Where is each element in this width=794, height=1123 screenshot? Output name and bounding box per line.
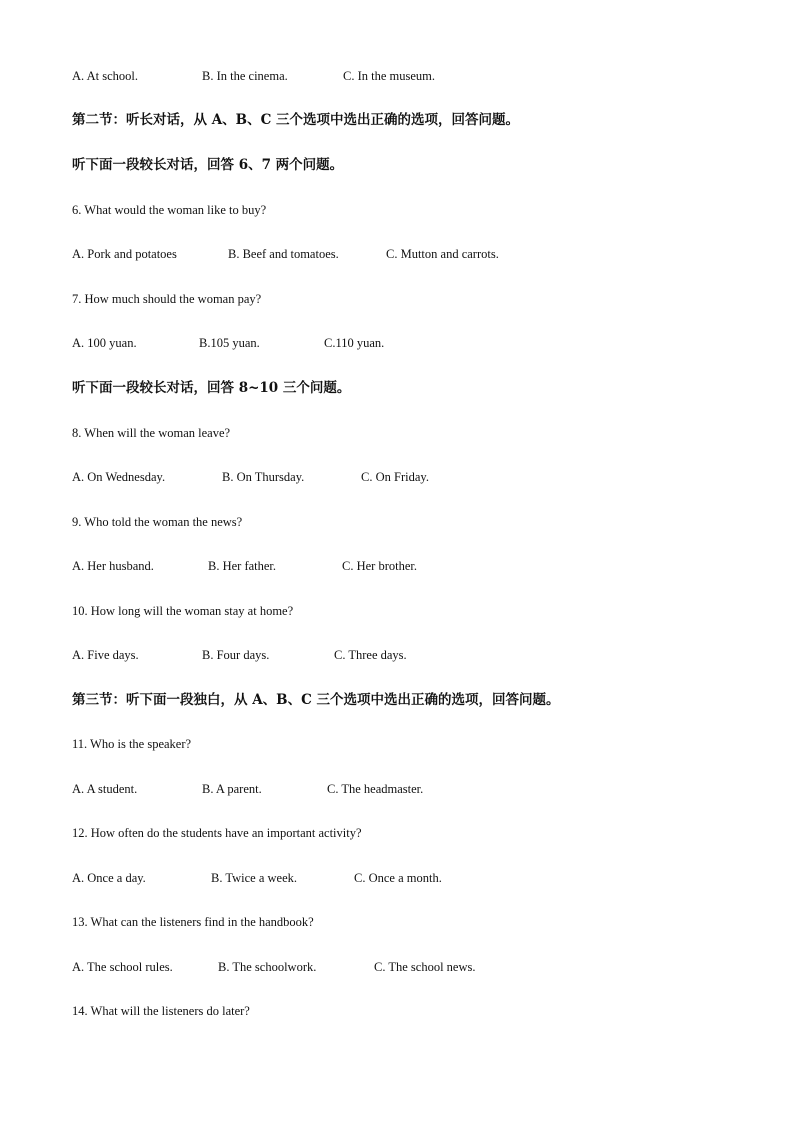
question-7: 7. How much should the woman pay? (72, 292, 262, 306)
option-c: C. Once a month. (354, 871, 442, 885)
option-c: C. In the museum. (343, 69, 436, 83)
option-b: B. On Thursday. (222, 470, 305, 484)
section2-heading: 第二节：听长对话，从 A、B、C 三个选项中选出正确的选项，回答问题。 (72, 112, 520, 128)
option-c: C. The school news. (374, 960, 476, 974)
option-a: A. Pork and potatoes (72, 247, 177, 261)
option-a: A. A student. (72, 782, 138, 796)
option-b: B.105 yuan. (199, 336, 260, 350)
dialog1-instruction: 听下面一段较长对话，回答 6、7 两个问题。 (72, 157, 344, 173)
option-b: B. A parent. (202, 782, 262, 796)
option-c: C.110 yuan. (324, 336, 385, 350)
option-b: B. Her father. (208, 559, 277, 573)
option-b: B. Four days. (202, 648, 270, 662)
option-b: B. Beef and tomatoes. (228, 247, 339, 261)
option-c: C. Three days. (334, 648, 407, 662)
question-13: 13. What can the listeners find in the handbook? (72, 915, 314, 929)
question-6: 6. What would the woman like to buy? (72, 203, 267, 217)
option-b: B. Twice a week. (211, 871, 298, 885)
option-a: A. On Wednesday. (72, 470, 166, 484)
option-c: C. On Friday. (361, 470, 429, 484)
section3-heading: 第三节：听下面一段独白，从 A、B、C 三个选项中选出正确的选项，回答问题。 (72, 692, 560, 708)
option-a: A. 100 yuan. (72, 336, 137, 350)
dialog2-instruction: 听下面一段较长对话，回答 8~10 三个问题。 (72, 380, 351, 396)
option-c: C. Her brother. (342, 559, 417, 573)
option-c: C. The headmaster. (327, 782, 424, 796)
option-a: A. At school. (72, 69, 138, 83)
option-b: B. In the cinema. (202, 69, 288, 83)
option-a: A. The school rules. (72, 960, 173, 974)
option-a: A. Once a day. (72, 871, 146, 885)
option-b: B. The schoolwork. (218, 960, 317, 974)
question-9: 9. Who told the woman the news? (72, 515, 243, 529)
option-a: A. Five days. (72, 648, 139, 662)
question-14: 14. What will the listeners do later? (72, 1004, 250, 1018)
question-10: 10. How long will the woman stay at home? (72, 604, 294, 618)
option-a: A. Her husband. (72, 559, 154, 573)
question-12: 12. How often do the students have an important activity? (72, 826, 362, 840)
question-8: 8. When will the woman leave? (72, 426, 231, 440)
option-c: C. Mutton and carrots. (386, 247, 499, 261)
question-11: 11. Who is the speaker? (72, 737, 192, 751)
